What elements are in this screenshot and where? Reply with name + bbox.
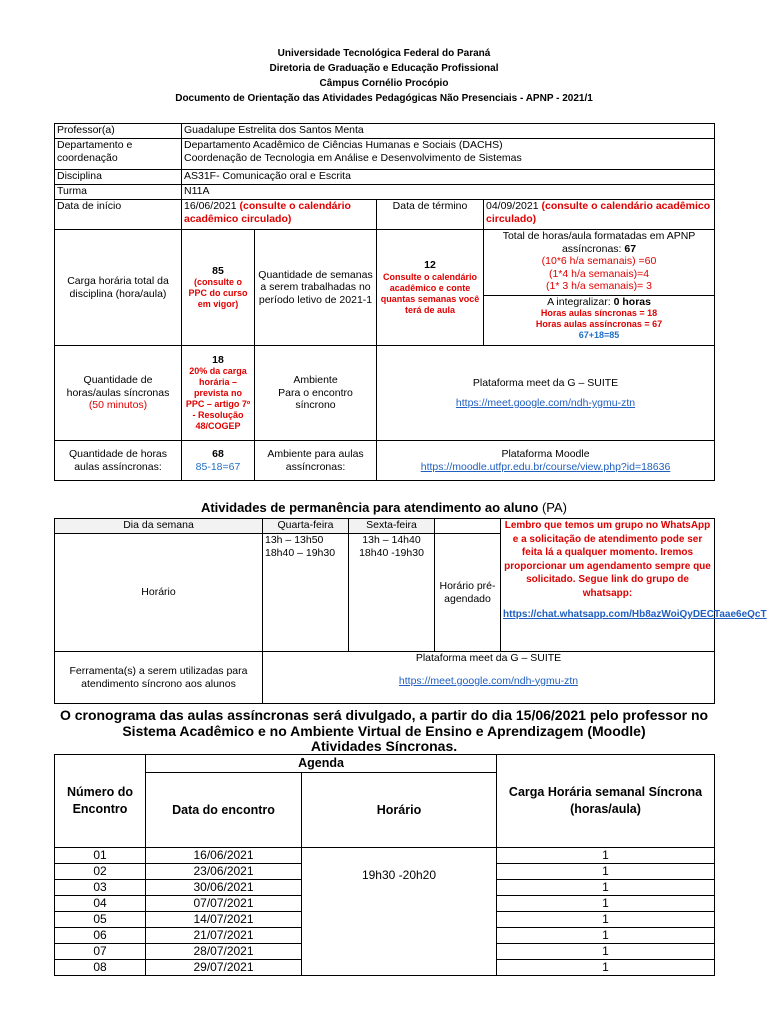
row-number: 03 — [55, 880, 146, 896]
amb-assinc-label: Ambiente para aulas assíncronas: — [255, 441, 377, 481]
pa-horario-label: Horário — [55, 534, 263, 652]
inicio-label: Data de início — [55, 200, 182, 230]
pa-sexta: Sexta-feira — [349, 519, 435, 534]
dept-value — [182, 139, 715, 170]
sinc-label-text: Quantidade de horas/aulas síncronas — [66, 374, 170, 399]
pa-table — [54, 518, 767, 704]
moodle-platform: Plataforma Moodle — [501, 448, 590, 460]
row-number: 08 — [55, 960, 146, 976]
row-hours: 1 — [497, 864, 715, 880]
col-carga: Carga Horária semanal Síncrona (horas/aula) — [497, 755, 715, 848]
assinc-calc: 85-18=67 — [195, 460, 241, 473]
row-date: 23/06/2021 — [146, 864, 302, 880]
integralizar-value: 0 horas — [613, 295, 651, 308]
ambiente-label — [255, 346, 377, 441]
row-number: 01 — [55, 848, 146, 864]
apnp-block — [484, 230, 714, 296]
schedule-table — [54, 754, 715, 976]
row-date: 29/07/2021 — [146, 960, 302, 976]
semanas-label: Quantidade de semanas a serem trabalhadas no período letivo de 2021-1 — [255, 230, 377, 346]
row-number: 05 — [55, 912, 146, 928]
col-agenda: Agenda — [146, 755, 497, 773]
hours-sum: 67+18=85 — [578, 330, 620, 340]
disciplina-value: AS31F- Comunicação oral e Escrita — [182, 170, 715, 185]
pa-ferramenta-cell — [263, 652, 715, 704]
row-date: 21/07/2021 — [146, 928, 302, 944]
row-date: 07/07/2021 — [146, 896, 302, 912]
sinc-value: 18 — [212, 353, 224, 366]
table-row — [55, 848, 715, 864]
assinc-label: Quantidade de horas aulas assíncronas: — [55, 441, 182, 481]
col-horario: Horário — [302, 773, 497, 848]
ambiente-label-line2: Para o encontro síncrono — [278, 386, 353, 412]
cronograma-line3: Atividades Síncronas. — [310, 738, 458, 754]
document-header — [0, 46, 768, 106]
row-date: 16/06/2021 — [146, 848, 302, 864]
pa-sexta-time1: 13h – 14h40 — [362, 534, 421, 546]
pa-title — [0, 500, 768, 515]
moodle-link[interactable]: https://moodle.utfpr.edu.br/course/view.php?id=18636 — [420, 460, 671, 473]
professor-value: Guadalupe Estrelita dos Santos Menta — [182, 124, 715, 139]
inicio-cell — [182, 200, 377, 230]
row-hours: 1 — [497, 880, 715, 896]
header-document-title: Documento de Orientação das Atividades Pedagógicas Não Presenciais - APNP - 2021/1 — [175, 93, 593, 104]
header-university: Universidade Tecnológica Federal do Paraná — [277, 48, 491, 59]
pa-pre-agendado: Horário pré-agendado — [435, 534, 501, 652]
schedule-body — [55, 848, 715, 976]
sync-hours: Horas aulas síncronas = 18 — [540, 308, 658, 318]
row-hours: 1 — [497, 912, 715, 928]
row-hours: 1 — [497, 928, 715, 944]
turma-value: N11A — [182, 185, 715, 200]
apnp-calc1: (10*6 h/a semanais) =60 — [541, 255, 657, 267]
disciplina-label: Disciplina — [55, 170, 182, 185]
async-hours: Horas aulas assíncronas = 67 — [535, 319, 663, 329]
cronograma-line1: O cronograma das aulas assíncronas será divulgado, a partir do dia 15/06/2021 pelo professor no — [59, 707, 709, 723]
turma-label: Turma — [55, 185, 182, 200]
termino-value: 04/09/2021 — [486, 200, 539, 212]
cronograma-line2: Sistema Acadêmico e no Ambiente Virtual de Ensino e Aprendizagem (Moodle) — [122, 722, 646, 739]
row-number: 07 — [55, 944, 146, 960]
apnp-total — [484, 230, 714, 255]
apnp-cell — [484, 230, 715, 346]
semanas-note: Consulte o calendário acadêmico e conte quantas semanas você terá de aula — [380, 271, 480, 315]
pa-sexta-times — [349, 534, 435, 652]
row-date: 28/07/2021 — [146, 944, 302, 960]
pa-whatsapp-note: Lembro que temos um grupo no WhatsApp e a solicitação de atendimento pode ser feita lá a qualquer momento. Iremos proporcionar um agendamento sempre que solicitado. Segue link do grupo de whatsapp: — [504, 520, 711, 599]
termino-cell — [484, 200, 715, 230]
apnp-total-label: Total de horas/aula formatadas em APNP assíncronas: — [502, 230, 696, 255]
pa-quarta-times — [263, 534, 349, 652]
apnp-calc3: (1* 3 h/a semanais)= 3 — [546, 280, 652, 292]
pa-sexta-time2: 18h40 -19h30 — [359, 546, 424, 559]
apnp-calc2: (1*4 h/a semanais)=4 — [548, 267, 650, 280]
sinc-label-note: (50 minutos) — [88, 399, 148, 412]
col-data: Data do encontro — [146, 773, 302, 848]
pa-quarta-time2: 18h40 – 19h30 — [265, 546, 336, 559]
inicio-value: 16/06/2021 — [184, 200, 237, 212]
row-horario: 19h30 -20h20 — [302, 848, 497, 976]
dept-label: Departamento e coordenação — [55, 139, 182, 170]
termino-label: Data de término — [377, 200, 484, 230]
meet-link[interactable]: https://meet.google.com/ndh-ygmu-ztn — [455, 397, 636, 409]
cronograma-text — [0, 708, 768, 755]
inicio-note: (consulte o calendário acadêmico circulado) — [184, 200, 351, 225]
semanas-value: 12 — [424, 259, 436, 272]
integralizar — [484, 296, 714, 309]
pa-whatsapp-cell — [501, 519, 767, 652]
pa-ferramenta-platform: Plataforma meet da G – SUITE — [415, 652, 562, 664]
assinc-cell — [182, 441, 255, 481]
course-info-table — [54, 123, 715, 481]
termino-note: (consulte o calendário acadêmico circulado) — [486, 200, 711, 225]
sinc-note: 20% da carga horária – prevista no PPC – artigo 7º - Resolução 48/COGEP — [185, 366, 251, 432]
header-directorate: Diretoria de Graduação e Educação Profissional — [269, 63, 499, 74]
row-date: 14/07/2021 — [146, 912, 302, 928]
header-campus: Câmpus Cornélio Procópio — [319, 78, 449, 89]
row-hours: 1 — [497, 944, 715, 960]
carga-value: 85 — [212, 264, 224, 277]
dept-value-line2: Coordenação de Tecnologia em Análise e Desenvolvimento de Sistemas — [184, 151, 522, 164]
ambiente-platform: Plataforma meet da G – SUITE — [472, 376, 619, 389]
pa-meet-link[interactable]: https://meet.google.com/ndh-ygmu-ztn — [398, 674, 579, 687]
pa-title-suffix: (PA) — [541, 500, 568, 515]
pa-quarta-time1: 13h – 13h50 — [265, 534, 324, 546]
apnp-total-value: 67 — [624, 242, 637, 255]
row-hours: 1 — [497, 960, 715, 976]
sinc-label — [55, 346, 182, 441]
pa-quarta: Quarta-feira — [263, 519, 349, 534]
ambiente-label-line1: Ambiente — [293, 374, 338, 387]
carga-cell — [182, 230, 255, 346]
pa-dia-label: Dia da semana — [55, 519, 263, 534]
dept-value-line1: Departamento Acadêmico de Ciências Humanas e Sociais (DACHS) — [184, 139, 503, 151]
row-hours: 1 — [497, 848, 715, 864]
professor-label: Professor(a) — [55, 124, 182, 139]
row-date: 30/06/2021 — [146, 880, 302, 896]
row-hours: 1 — [497, 896, 715, 912]
pa-ferramenta-label: Ferramenta(s) a serem utilizadas para atendimento síncrono aos alunos — [55, 652, 263, 704]
pa-title-text: Atividades de permanência para atendimento ao aluno — [200, 500, 539, 515]
sinc-cell — [182, 346, 255, 441]
semanas-cell — [377, 230, 484, 346]
col-numero: Número do Encontro — [55, 755, 146, 848]
carga-label: Carga horária total da disciplina (hora/aula) — [55, 230, 182, 346]
whatsapp-link[interactable]: https://chat.whatsapp.com/Hb8azWoiQyDECTaae6eQcT — [503, 609, 767, 620]
row-number: 06 — [55, 928, 146, 944]
amb-assinc-cell — [377, 441, 715, 481]
assinc-value: 68 — [212, 448, 224, 460]
carga-note: (consulte o PPC do curso em vigor) — [188, 277, 248, 310]
row-number: 02 — [55, 864, 146, 880]
row-number: 04 — [55, 896, 146, 912]
ambiente-cell — [377, 346, 715, 441]
integralizar-label: A integralizar: — [547, 295, 611, 308]
